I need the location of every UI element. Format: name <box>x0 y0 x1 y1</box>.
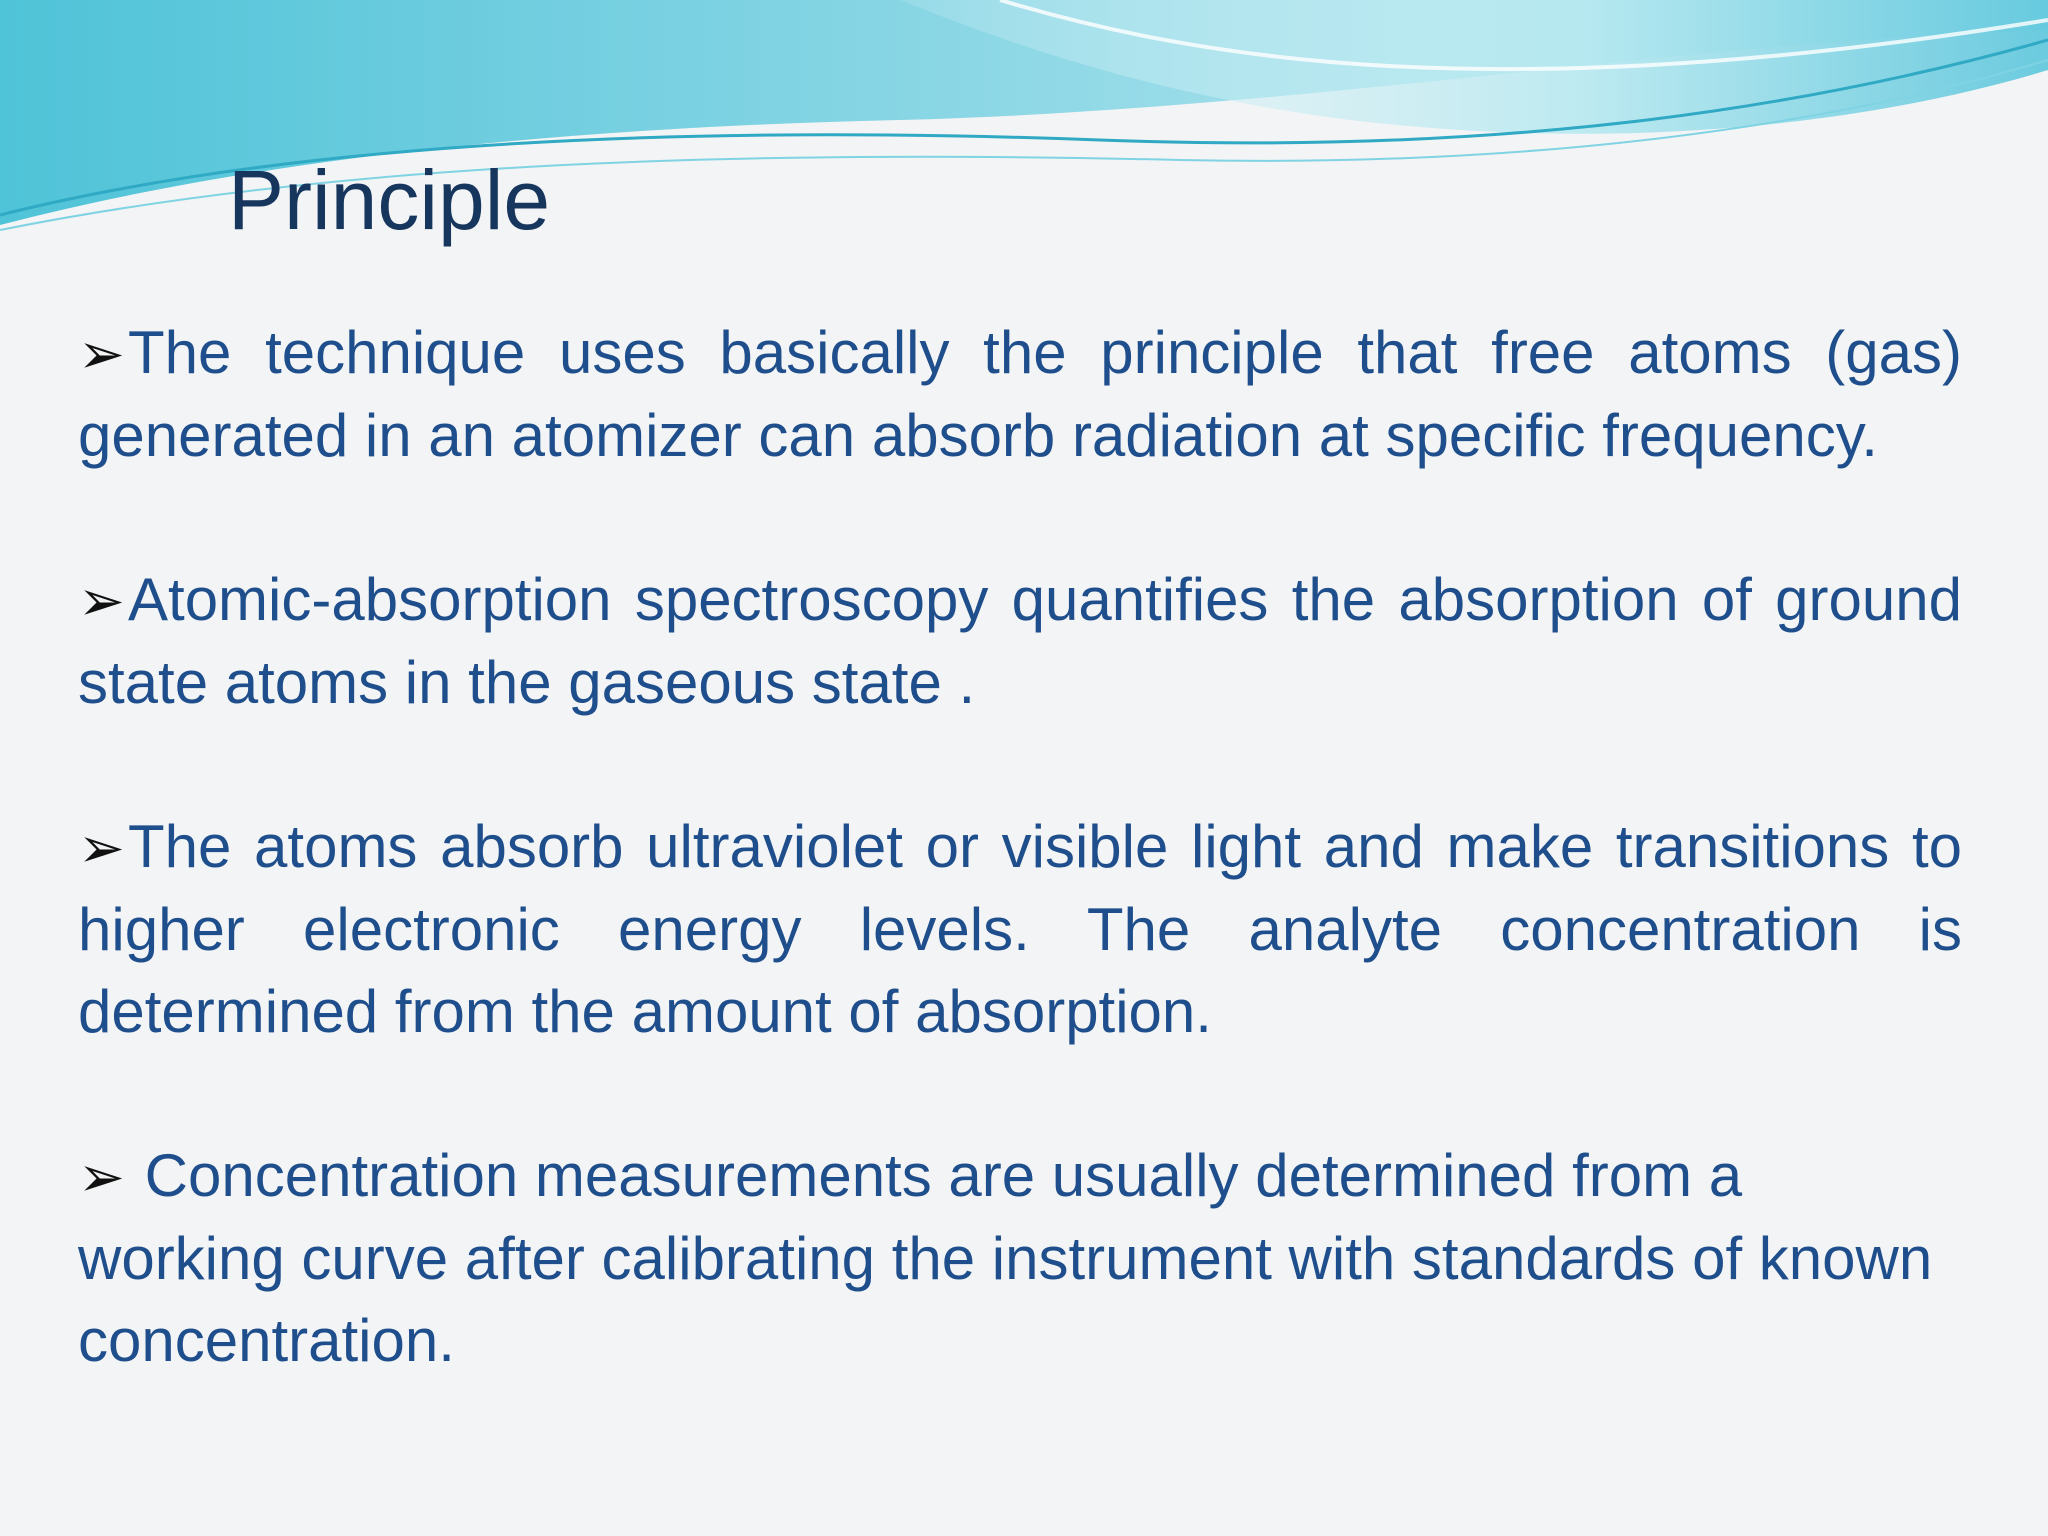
bullet-text: The technique uses basically the principle that free atoms (gas) generated in an atomizer can absorb radiation at specific frequency. <box>78 319 1962 469</box>
bullet-item <box>78 1135 1962 1382</box>
arrow-bullet-icon: ➢ <box>78 322 125 385</box>
bullet-item <box>78 806 1962 1053</box>
bullet-text: Atomic-absorption spectroscopy quantifies the absorption of ground state atoms in the gaseous state . <box>78 566 1962 716</box>
slide-title: Principle <box>228 153 551 247</box>
arrow-bullet-icon: ➢ <box>78 569 125 632</box>
arrow-bullet-icon: ➢ <box>78 816 125 879</box>
bullet-item <box>78 559 1962 724</box>
arrow-bullet-icon: ➢ <box>78 1145 125 1208</box>
bullet-list <box>78 312 1962 1382</box>
bullet-text: Concentration measurements are usually determined from a working curve after calibrating the instrument with standards of known concentration. <box>78 1142 1933 1374</box>
bullet-text: The atoms absorb ultraviolet or visible light and make transitions to higher electronic energy levels. The analyte concentration is determined from the amount of absorption. <box>78 813 1962 1045</box>
bullet-item <box>78 312 1962 477</box>
